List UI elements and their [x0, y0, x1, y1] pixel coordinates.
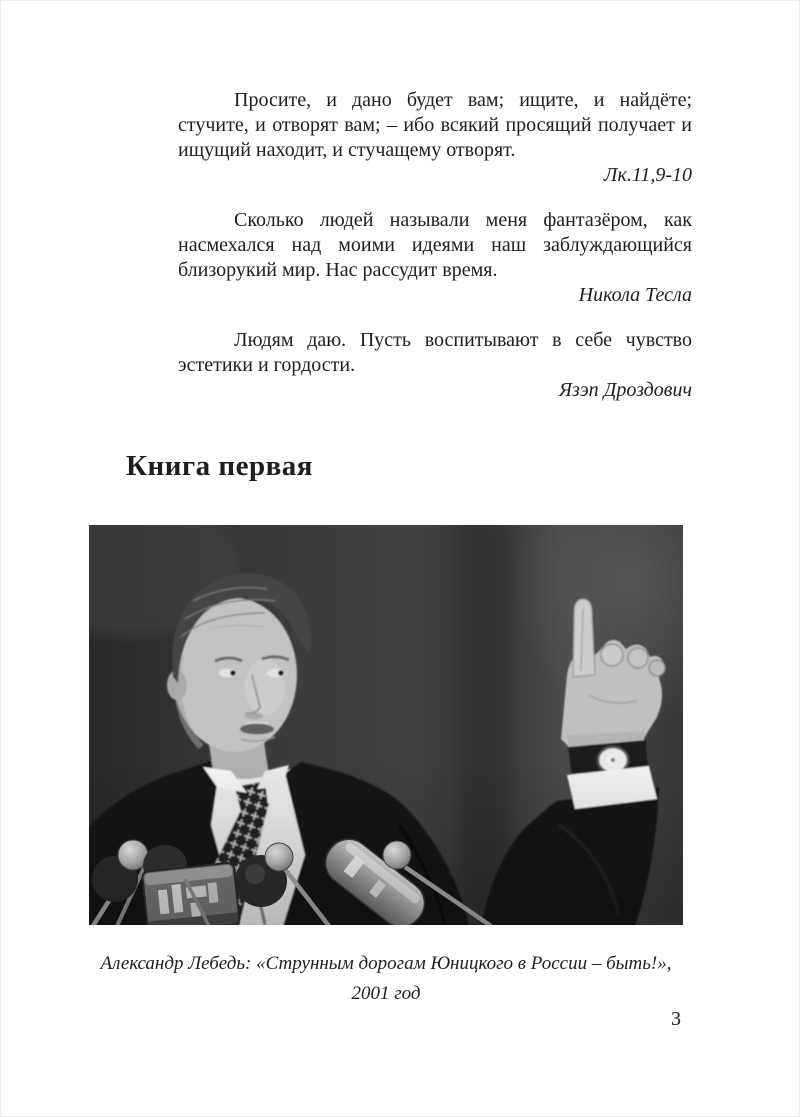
epigraph-bible — [178, 88, 692, 188]
epigraph-tesla — [178, 208, 692, 308]
photo-illustration — [89, 525, 683, 925]
photo-caption-line2: 2001 год — [351, 983, 421, 1004]
page-number: 3 — [671, 1008, 681, 1030]
epigraph-attribution: Никола Тесла — [578, 284, 692, 306]
epigraph-text: Людям даю. Пусть воспитывают в себе чувство эстетики и гордости. — [178, 329, 692, 376]
epigraph-attribution: Лк.11,9-10 — [603, 164, 692, 186]
chapter-heading: Книга первая — [126, 450, 313, 482]
photo-vignette — [89, 525, 683, 925]
epigraph-attribution: Язэп Дроздович — [558, 379, 692, 401]
epigraph-text: Сколько людей называли меня фантазёром, как насмехался над моими идеями наш заблуждающийся близорукий мир. Нас рассудит время. — [178, 209, 692, 281]
photo-caption-line1: Александр Лебедь: «Струнным дорогам Юницкого в России – быть!», — [100, 953, 672, 974]
photo-caption — [89, 949, 683, 1009]
epigraph-drozdovich — [178, 328, 692, 403]
epigraph-text: Просите, и дано будет вам; ищите, и найдёте; стучите, и отворят вам; – ибо всякий просящий получает и ищущий находит, и стучащему отворят. — [178, 89, 692, 161]
photo-figure — [89, 525, 683, 1009]
photo-alexander-lebed — [89, 525, 683, 925]
epigraph-section — [178, 88, 692, 423]
